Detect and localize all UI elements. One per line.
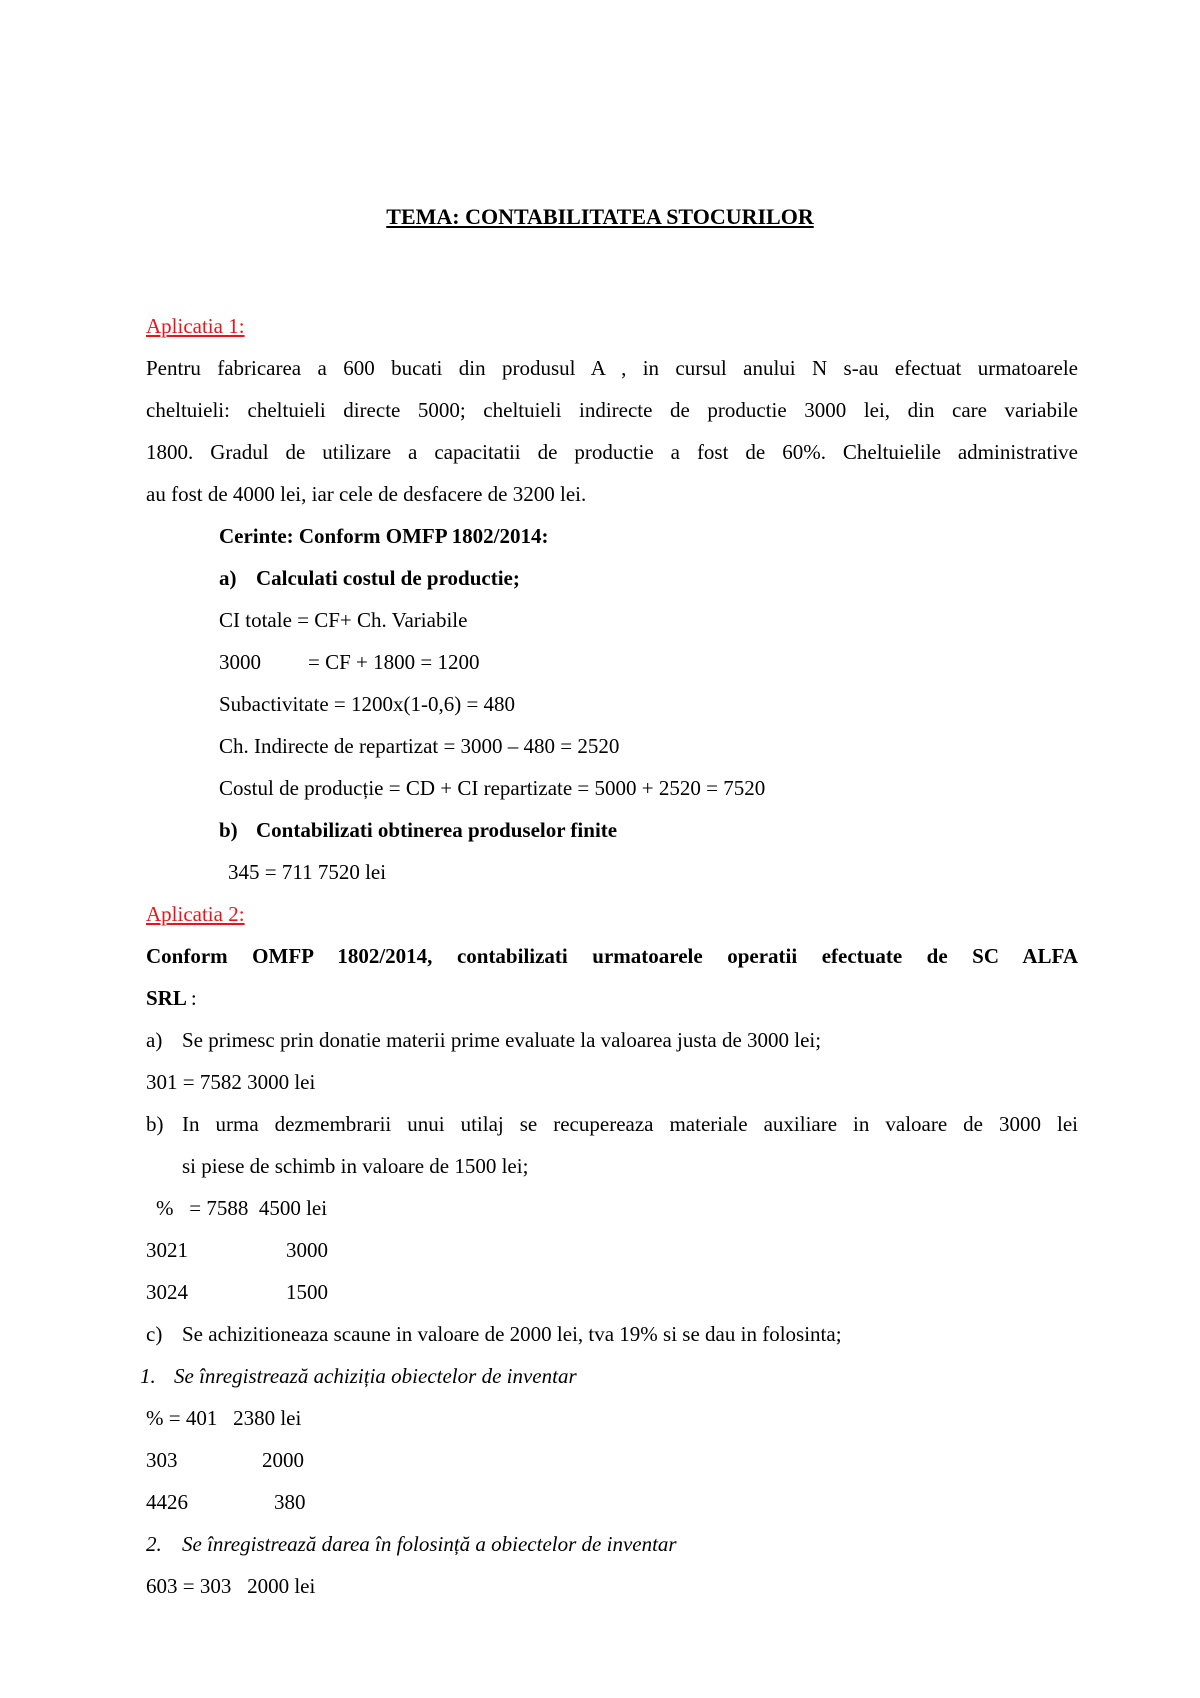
app1-calc-line-5: Costul de producție = CD + CI repartizate = 5000 + 2520 = 7520 bbox=[219, 776, 766, 800]
app2-step1-row-acct: 303 bbox=[146, 1448, 178, 1472]
app1-paragraph-line-1: Pentru fabricarea a 600 bucati din produsul A , in cursul anului N s-au efectuat urmatoarele bbox=[146, 356, 1078, 380]
app1-calc-line-2a: 3000 bbox=[219, 650, 261, 674]
app2-intro-line-1: Conform OMFP 1802/2014, contabilizati urmatoarele operatii efectuate de SC ALFA bbox=[146, 944, 1078, 968]
app1-paragraph-line-2: cheltuieli: cheltuieli directe 5000; cheltuieli indirecte de productie 3000 lei, din care variabile bbox=[146, 398, 1078, 422]
app1-paragraph-line-3: 1800. Gradul de utilizare a capacitatii de productie a fost de 60%. Cheltuielile administrative bbox=[146, 440, 1078, 464]
app2-intro-colon: : bbox=[190, 986, 197, 1010]
app2-b-row-amount: 1500 bbox=[286, 1280, 328, 1304]
app1-calc-line-3: Subactivitate = 1200x(1-0,6) = 480 bbox=[219, 692, 516, 716]
app2-step2-text: Se înregistrează darea în folosință a obiectelor de inventar bbox=[182, 1532, 677, 1556]
app2-step2-label: 2. bbox=[146, 1532, 162, 1556]
app1-a-text: Calculati costul de productie; bbox=[256, 566, 520, 590]
app2-intro-srl: SRL bbox=[146, 986, 187, 1010]
app2-b-row-amount: 3000 bbox=[286, 1238, 328, 1262]
app2-c-label: c) bbox=[146, 1322, 163, 1346]
app1-paragraph-line-4: au fost de 4000 lei, iar cele de desfacere de 3200 lei. bbox=[146, 482, 587, 506]
app2-a-label: a) bbox=[146, 1028, 163, 1052]
app2-b-row-acct: 3024 bbox=[146, 1280, 188, 1304]
app1-calc-line-1: CI totale = CF+ Ch. Variabile bbox=[219, 608, 468, 632]
app2-step1-row-amount: 2000 bbox=[262, 1448, 304, 1472]
app2-step1-entry: % = 401 2380 lei bbox=[146, 1406, 302, 1430]
app1-b-text: Contabilizati obtinerea produselor finite bbox=[256, 818, 618, 842]
app2-b-row-acct: 3021 bbox=[146, 1238, 188, 1262]
app2-step1-row-acct: 4426 bbox=[146, 1490, 188, 1514]
app1-heading: Aplicatia 1: bbox=[146, 314, 245, 338]
app2-a-entry: 301 = 7582 3000 lei bbox=[146, 1070, 316, 1094]
app2-b-label: b) bbox=[146, 1112, 164, 1136]
app2-step2-entry: 603 = 303 2000 lei bbox=[146, 1574, 316, 1598]
app2-step1-row-amount: 380 bbox=[274, 1490, 306, 1514]
app2-b-text-line-2: si piese de schimb in valoare de 1500 lei; bbox=[182, 1154, 529, 1178]
app2-heading: Aplicatia 2: bbox=[146, 902, 245, 926]
app1-b-label: b) bbox=[219, 818, 238, 842]
app2-b-entry: % = 7588 4500 lei bbox=[156, 1196, 328, 1220]
app2-b-text-line-1: In urma dezmembrarii unui utilaj se recupereaza materiale auxiliare in valoare de 3000 lei bbox=[182, 1112, 1078, 1136]
page-title: TEMA: CONTABILITATEA STOCURILOR bbox=[386, 204, 814, 229]
app1-b-entry: 345 = 711 7520 lei bbox=[228, 860, 387, 884]
app1-requirements: Cerinte: Conform OMFP 1802/2014: bbox=[219, 524, 549, 548]
app1-calc-line-4: Ch. Indirecte de repartizat = 3000 – 480 = 2520 bbox=[219, 734, 620, 758]
app2-step1-label: 1. bbox=[140, 1364, 156, 1388]
app2-c-text: Se achizitioneaza scaune in valoare de 2000 lei, tva 19% si se dau in folosinta; bbox=[182, 1322, 842, 1346]
app1-a-label: a) bbox=[219, 566, 237, 590]
app1-calc-line-2b: = CF + 1800 = 1200 bbox=[308, 650, 480, 674]
app2-intro-line-2 bbox=[146, 988, 197, 1009]
app2-step1-text: Se înregistrează achiziția obiectelor de inventar bbox=[174, 1364, 577, 1388]
app2-a-text: Se primesc prin donatie materii prime evaluate la valoarea justa de 3000 lei; bbox=[182, 1028, 822, 1052]
